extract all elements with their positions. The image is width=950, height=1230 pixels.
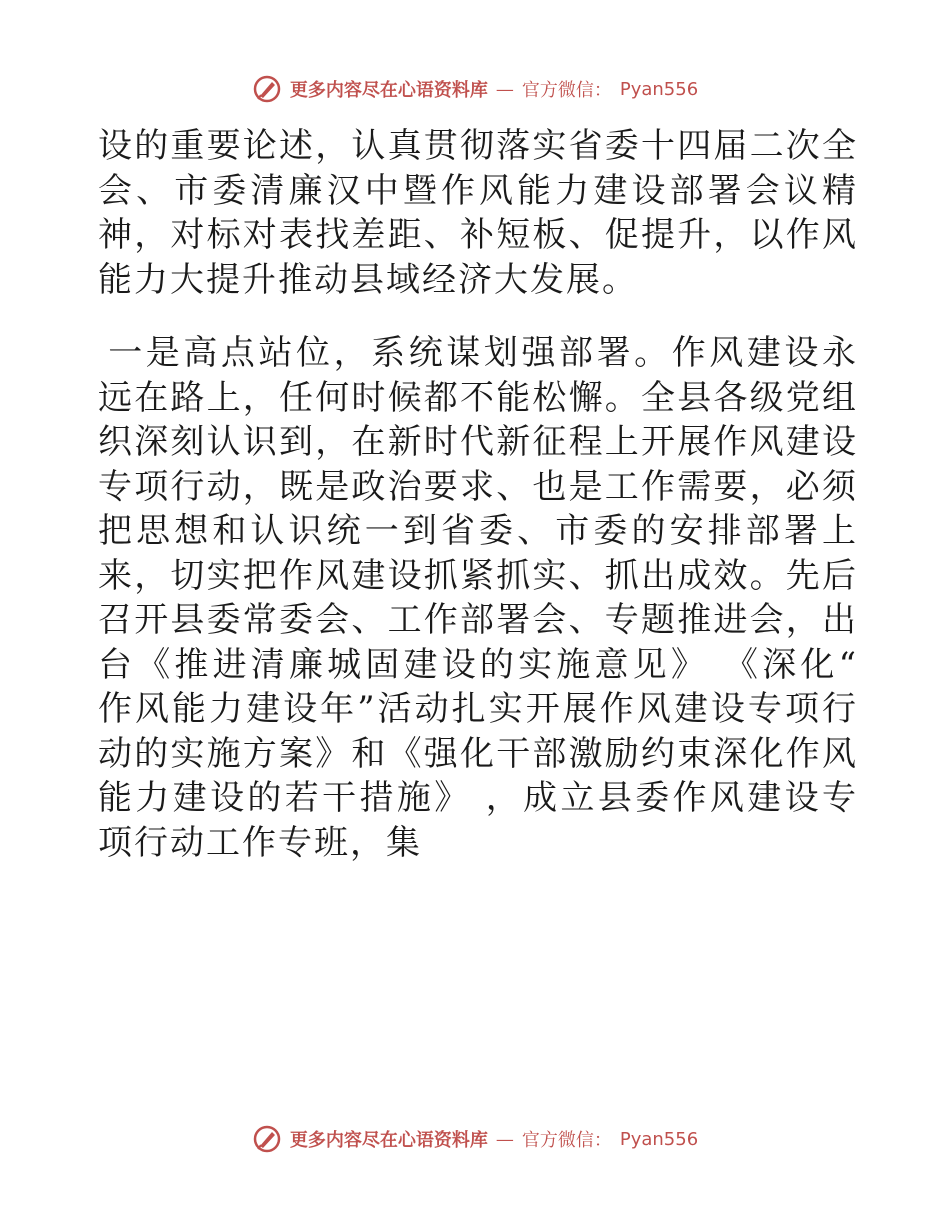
watermark-text: 更多内容尽在心语资料库 (289, 1130, 488, 1151)
quill-logo-icon (252, 74, 282, 104)
watermark-dash: — (495, 78, 514, 100)
watermark-dash: — (495, 1128, 514, 1150)
watermark-wechat-id: Pyan556 (619, 78, 699, 100)
watermark-text: 更多内容尽在心语资料库 (289, 80, 488, 101)
document-body (98, 124, 858, 865)
paragraph-continuation: 设的重要论述，认真贯彻落实省委十四届二次全会、市委清廉汉中暨作风能力建设部署会议精神，对标对表找差距、补短板、促提升，以作风能力大提升推动县域经济大发展。 (98, 126, 858, 300)
header-watermark (0, 74, 950, 104)
footer-watermark (0, 1124, 950, 1154)
paragraph-section-one: 一是高点站位，系统谋划强部署。作风建设永远在路上，任何时候都不能松懈。全县各级党组织深刻认识到，在新时代新征程上开展作风建设专项行动，既是政治要求、也是工作需要，必须把思想和认识统一到省委、市委的安排部署上来，切实把作风建设抓紧抓实、抓出成效。先后召开县委常委会、工作部署会、专题推进会，出台《推进清廉城固建设的实施意见》 《深化“ 作风能力建设年”活动扎实开展作风建设专项行动的实施方案》和《强化干部激励约束深化作风能力建设的若干措施》 ，成立县委作风建设专项行动工作专班，集 (98, 333, 858, 863)
watermark-wechat-label: 官方微信： (521, 1130, 612, 1151)
quill-logo-icon (252, 1124, 282, 1154)
watermark-wechat-label: 官方微信： (521, 80, 612, 101)
watermark-wechat-id: Pyan556 (619, 1128, 699, 1150)
